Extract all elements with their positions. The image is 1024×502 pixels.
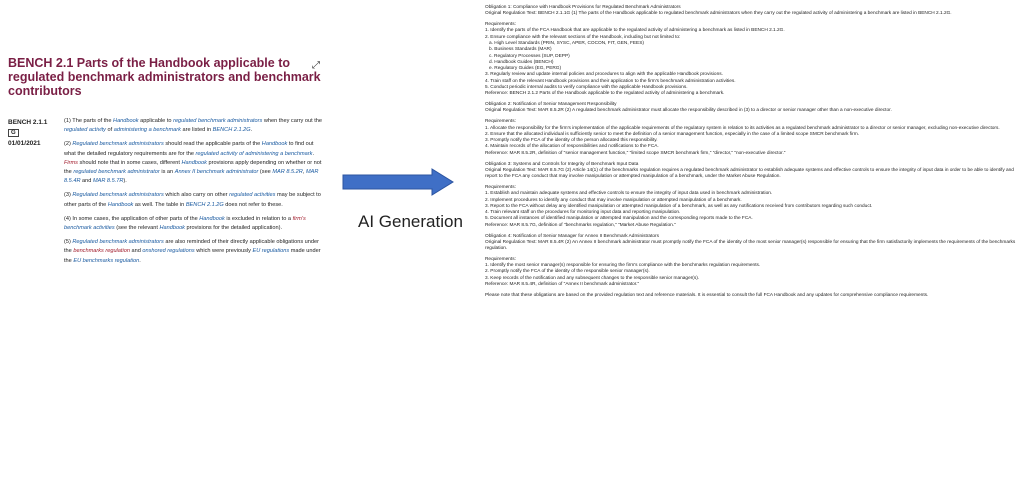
obligation-line: Original Regulation Text: BENCH 2.1.1G (1) The parts of the Handbook applicable to regulated benchmark administrators when they carry out the regulated activity of administering a benchmark are listed in BENCH 2.1.2G.	[485, 11, 952, 17]
handbook-link[interactable]: EU benchmarks regulation	[73, 257, 140, 264]
obligation-line: 2. Implement procedures to identify any conduct that may involve manipulation or attempted manipulation of a benchmark.	[485, 197, 742, 203]
obligation-line: 4. Maintain records of the allocation of responsibilities and notifications to the FCA.	[485, 144, 659, 150]
paragraph-text: .	[312, 150, 314, 157]
handbook-link[interactable]: MAR 8.5.4R	[64, 169, 319, 185]
obligation-line: Obligation 2: Notification of Senior Management Responsibility	[485, 102, 617, 108]
obligation-line: Reference: MAR 8.5.4R, definition of "Annex II benchmark administrator."	[485, 282, 640, 288]
paragraph-text: which also carry on other	[163, 192, 230, 199]
paragraph-text: ,	[302, 169, 306, 176]
obligation-line: 4. Train staff on the relevant Handbook provisions and their application to the firm's benchmark administration activities.	[485, 78, 736, 84]
rule-meta	[8, 119, 60, 147]
obligation-line: 3. Report to the FCA without delay any identified manipulation or attempted manipulation of a benchmark, as well as any notifications received from contributors regarding such conduct.	[485, 203, 873, 209]
obligation-line: b. Business Standards (MAR)	[489, 47, 552, 53]
handbook-link[interactable]: Regulated benchmark administrators	[72, 239, 164, 246]
obligation-line: d. Handbook Guides (BENCH)	[489, 59, 554, 65]
paragraph-text: (4) In some cases, the application of other parts of the	[64, 215, 200, 222]
obligation-line: Reference: MAR 8.5.2R, definition of "senior management function," "limited scope SMCR benchmark firm," "director," "non-executive director."	[485, 150, 786, 156]
paragraph-text: should read the applicable parts of the	[163, 141, 262, 148]
handbook-link[interactable]: regulated benchmark administrators	[173, 118, 263, 124]
paragraph-text: and	[129, 248, 143, 255]
obligation-line: Requirements:	[485, 256, 516, 262]
obligation-block	[485, 293, 1021, 299]
obligation-block	[485, 5, 1021, 18]
obligation-line: Reference: MAR 8.5.7G, definition of "benchmarks regulation," "Market Abuse Regulation."	[485, 222, 676, 228]
handbook-link[interactable]: Handbook	[159, 225, 185, 232]
paragraph-text: (see the relevant	[114, 225, 160, 232]
obligation-line: Requirements:	[485, 119, 516, 125]
paragraph-text: .	[139, 257, 141, 264]
obligation-block	[485, 119, 1021, 157]
handbook-link[interactable]: onshored regulations	[142, 248, 195, 255]
obligation-line: 3. Regularly review and update internal policies and procedures to align with the applicable Handbook provisions.	[485, 72, 723, 78]
paragraph-text: provisions for the detailed application).	[184, 225, 282, 232]
handbook-link[interactable]: administering a benchmark	[113, 127, 181, 134]
obligation-line: 2. Promptly notify the FCA of the identity of the responsible senior manager(s).	[485, 269, 650, 275]
handbook-link[interactable]: Handbook	[261, 141, 288, 148]
handbook-link[interactable]: BENCH 2.1.2G	[185, 201, 224, 208]
obligation-line: Original Regulation Text: MAR 8.5.4R (2) An Annex II benchmark administrator must promptly notify the FCA of the identity of the most senior manager(s) responsible for ensuring that the firm satisfactorily implements the requirements of the benchmarks regulation.	[485, 239, 1016, 252]
paragraph-text: (2)	[64, 141, 73, 148]
paragraph-text: should note that in some cases, different	[77, 159, 182, 166]
paragraph-text: made under the	[64, 248, 321, 264]
paragraph-text: provisions apply depending on whether or not the	[64, 159, 322, 176]
paragraph-text: of	[105, 127, 114, 134]
ai-generation-label: AI Generation	[358, 212, 463, 231]
obligation-line: 1. Identify the parts of the FCA Handbook that are applicable to the regulated activity of administering a benchmark as listed in BENCH 2.1.2G.	[485, 28, 785, 34]
paragraph-text: applicable to	[138, 118, 174, 124]
rule-id: BENCH 2.1.1	[8, 119, 48, 126]
obligation-line: Reference: BENCH 2.1.2 Parts of the Handbook applicable to the regulated activity of administering a benchmark.	[485, 91, 725, 97]
paragraph-text: which were previously	[194, 248, 253, 255]
obligation-line: Requirements:	[485, 22, 516, 28]
paragraph-text: is an	[159, 169, 175, 176]
obligation-line: Obligation 1: Compliance with Handbook Provisions for Regulated Benchmark Administrators	[485, 5, 681, 10]
guidance-badge: G	[8, 129, 19, 137]
rule-paragraph	[64, 191, 324, 209]
handbook-link[interactable]: Regulated benchmark administrators	[72, 192, 164, 199]
paragraph-text: are listed in	[180, 127, 213, 134]
obligation-line: a. High Level Standards (PRIN, SYSC, APER, COCON, FIT, GEN, FEES)	[489, 40, 644, 46]
obligation-block	[485, 22, 1021, 98]
obligation-block	[485, 102, 1021, 115]
obligation-line: 2. Ensure that the allocated individual is sufficiently senior to meet the definition of a senior management function, especially in the case of a limited scope SMCR benchmark firm.	[485, 131, 860, 137]
handbook-link[interactable]: MAR 8.5.7R	[92, 178, 124, 185]
glossary-link[interactable]: firm's	[292, 215, 306, 222]
obligation-block	[485, 234, 1021, 253]
obligation-line: 3. Promptly notify the FCA of the identity of the person allocated this responsibility.	[485, 138, 658, 144]
handbook-link[interactable]: BENCH 2.1.2G	[212, 127, 251, 134]
obligation-line: Obligation 3: Systems and Controls for Integrity of Benchmark Input Data	[485, 161, 639, 167]
obligation-line: Please note that these obligations are based on the provided regulation text and reference materials. It is essential to consult the full FCA Handbook and any updates for comprehensive compliance requirements.	[485, 292, 929, 298]
handbook-link[interactable]: regulated activity of administering a benchmark	[195, 150, 313, 157]
handbook-link[interactable]: regulated activity	[64, 127, 106, 134]
generated-obligations	[485, 5, 1021, 304]
obligation-line: c. Regulatory Processes (SUP, DEPP)	[489, 53, 570, 59]
handbook-link[interactable]: Handbook	[107, 201, 134, 208]
paragraph-text: may be subject to other parts of the	[64, 192, 321, 208]
obligation-line: 5. Conduct periodic internal audits to verify compliance with the applicable Handbook provisions.	[485, 85, 688, 91]
paragraph-text: (3)	[64, 192, 73, 199]
glossary-link[interactable]: benchmarks regulation	[73, 248, 130, 255]
handbook-link[interactable]: MAR 8.5.2R	[272, 169, 303, 176]
obligation-line: 1. Establish and maintain adequate systems and effective controls to ensure the integrity of input data used in benchmark administration.	[485, 191, 773, 197]
obligation-line: 1. Identify the most senior manager(s) responsible for ensuring the firm's compliance with the benchmarks regulation requirements.	[485, 263, 761, 269]
rule-paragraph	[64, 215, 324, 233]
handbook-link[interactable]: regulated benchmark administrator	[73, 169, 160, 176]
paragraph-text: when they carry out the	[262, 118, 323, 124]
obligation-line: 2. Ensure compliance with the relevant sections of the Handbook, including but not limited to:	[485, 34, 681, 40]
right-arrow-icon	[342, 168, 454, 196]
handbook-panel	[8, 56, 328, 98]
obligation-line: Requirements:	[485, 184, 516, 190]
rule-paragraphs	[64, 117, 324, 271]
paragraph-text: ).	[123, 178, 127, 185]
obligation-line: Obligation 4: Notification of Senior Manager for Annex II Benchmark Administrators	[485, 233, 659, 239]
obligation-line: 5. Document all instances of identified manipulation or attempted manipulation and the corresponding reports made to the FCA.	[485, 216, 753, 222]
paragraph-text: (1) The parts of the	[64, 118, 114, 124]
paragraph-text: and	[80, 178, 93, 185]
handbook-link[interactable]: regulated activities	[229, 192, 276, 199]
obligation-block	[485, 162, 1021, 181]
paragraph-text: as well. The table in	[133, 201, 186, 208]
handbook-link[interactable]: EU regulations	[252, 248, 290, 255]
obligation-line: 4. Train relevant staff on the procedures for monitoring input data and reporting manipulation.	[485, 210, 681, 216]
handbook-link[interactable]: Annex II benchmark administrator	[174, 169, 259, 176]
rule-paragraph	[64, 117, 324, 135]
paragraph-text: is excluded in relation to a	[224, 215, 293, 222]
obligation-block	[485, 257, 1021, 288]
handbook-link[interactable]: Regulated benchmark administrators	[72, 141, 164, 148]
rule-paragraph	[64, 140, 324, 186]
paragraph-text: are also reminded of their directly applicable obligations under the	[64, 239, 319, 255]
paragraph-text: to find out what the detailed regulatory requirements are for the	[64, 141, 314, 157]
glossary-link[interactable]: Firms	[64, 159, 78, 166]
obligation-line: Original Regulation Text: MAR 8.5.7G (2) Article 14(1) of the benchmarks regulation requires a regulated benchmark administrator to establish adequate systems and effective controls to ensure the integrity of input data in order to be able to identify and report to the FCA any conduct that may involve manipulation or attempted manipulation of a benchmark, under the Market Abuse Regulation.	[485, 167, 1014, 180]
obligation-line: Original Regulation Text: MAR 8.5.2R (2) A regulated benchmark administrator must allocate the responsibility described in (3) to a director or senior manager other than a non-executive director.	[485, 108, 892, 114]
obligation-block	[485, 185, 1021, 229]
rule-date: 01/01/2021	[8, 140, 41, 147]
paragraph-text: does not refer to these.	[223, 201, 283, 208]
expand-arrows-icon[interactable]: ⤢	[312, 60, 320, 71]
handbook-link[interactable]: Handbook	[199, 215, 225, 222]
obligation-line: e. Regulatory Guides (EG, PERG)	[489, 66, 562, 72]
paragraph-text: (5)	[64, 239, 73, 246]
paragraph-text: .	[250, 127, 253, 134]
handbook-link[interactable]: Handbook	[181, 159, 207, 166]
rule-paragraph	[64, 238, 324, 266]
obligation-line: 1. Allocate the responsibility for the firm's implementation of the applicable requirements of the regulatory system in relation to its activities as a regulated benchmark administrator to a director or senior manager, excluding non-executive directors.	[485, 125, 1000, 131]
page-title: BENCH 2.1 Parts of the Handbook applicable to regulated benchmark administrators and benchmark contributors	[8, 56, 321, 98]
handbook-link[interactable]: benchmark activities	[64, 225, 115, 232]
paragraph-text: (see	[258, 169, 273, 176]
obligation-line: 3. Keep records of the notification and any subsequent changes to the responsible senior manager(s).	[485, 275, 700, 281]
handbook-link[interactable]: Handbook	[113, 118, 139, 124]
